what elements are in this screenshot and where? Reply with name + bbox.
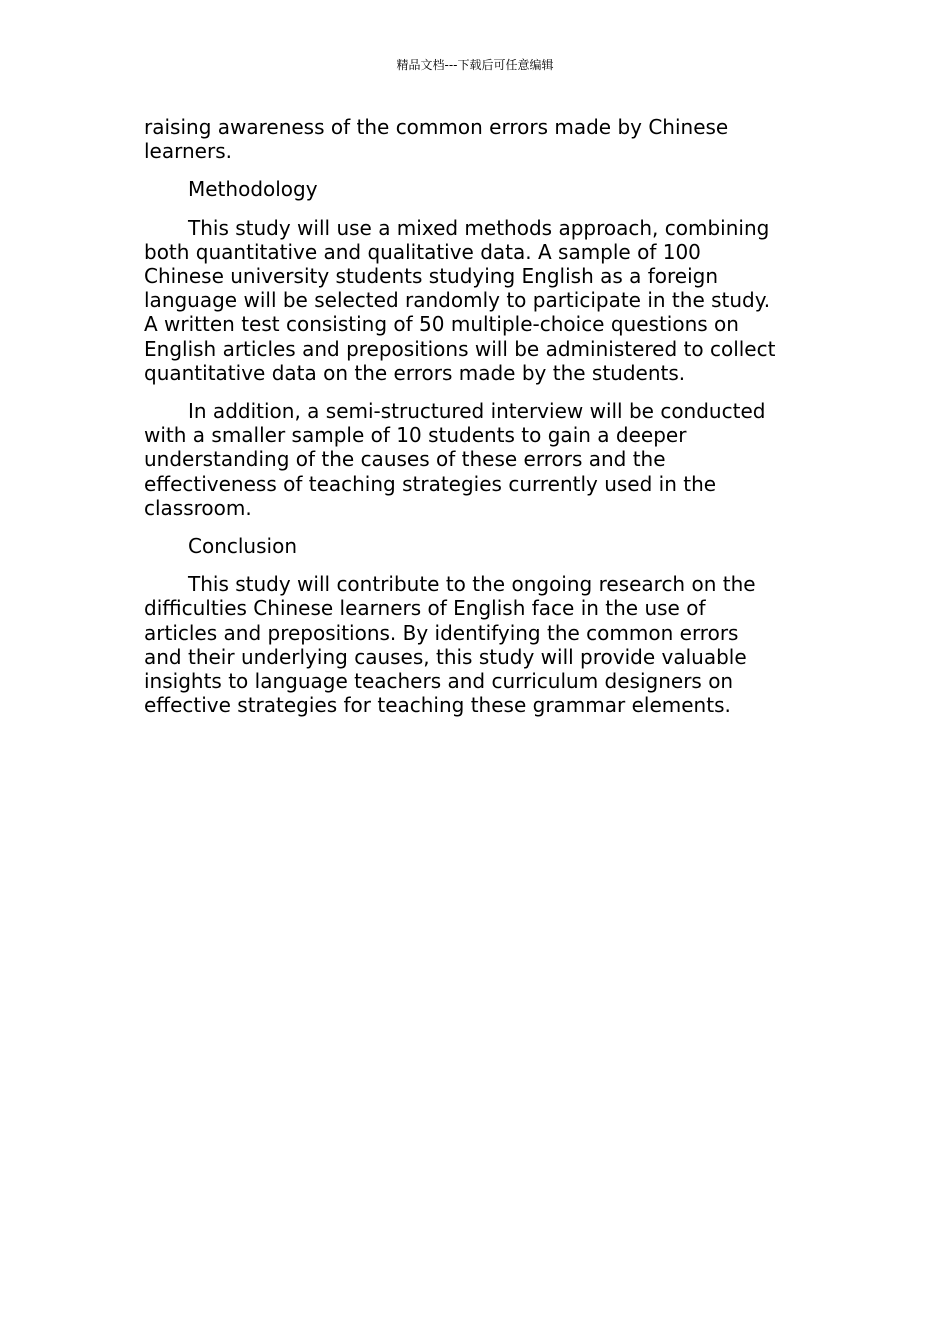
text-line: understanding of the causes of these errors and the (144, 447, 666, 472)
paragraph-methodology (144, 216, 809, 385)
text-line: language will be selected randomly to participate in the study. (144, 288, 771, 313)
text-line: effectiveness of teaching strategies currently used in the (144, 471, 717, 496)
text-line: quantitative data on the errors made by the students. (144, 360, 686, 385)
text-line: effective strategies for teaching these grammar elements. (144, 693, 731, 718)
text-line: articles and prepositions. By identifying the common errors (144, 620, 739, 645)
text-line: difficulties Chinese learners of English face in the use of (144, 596, 706, 621)
text-line: A written test consisting of 50 multiple-choice questions on (144, 312, 739, 337)
text-line: In addition, a semi-structured interview will be conducted (188, 399, 766, 424)
text-line: both quantitative and qualitative data. A sample of 100 (144, 239, 701, 264)
heading-text: Methodology (188, 177, 318, 202)
text-line: raising awareness of the common errors made by Chinese (144, 115, 729, 139)
text-line: English articles and prepositions will be administered to collect (144, 336, 776, 361)
section-heading-conclusion (144, 534, 809, 558)
paragraph-conclusion (144, 572, 809, 717)
text-line: This study will contribute to the ongoing research on the (188, 572, 756, 597)
text-line: Chinese university students studying English as a foreign (144, 264, 719, 289)
text-line: learners. (144, 139, 232, 164)
text-line: classroom. (144, 495, 252, 520)
text-line: with a smaller sample of 10 students to gain a deeper (144, 423, 687, 448)
paragraph-interview (144, 399, 809, 520)
text-line: insights to language teachers and curriculum designers on (144, 669, 734, 694)
heading-text: Conclusion (188, 534, 297, 559)
page-header: 精品文档---下载后可任意编辑 (396, 58, 554, 72)
document-body (144, 115, 809, 731)
text-line: This study will use a mixed methods approach, combining (188, 215, 770, 240)
text-line: and their underlying causes, this study will provide valuable (144, 644, 747, 669)
paragraph-continuation (144, 115, 809, 163)
section-heading-methodology (144, 177, 809, 201)
